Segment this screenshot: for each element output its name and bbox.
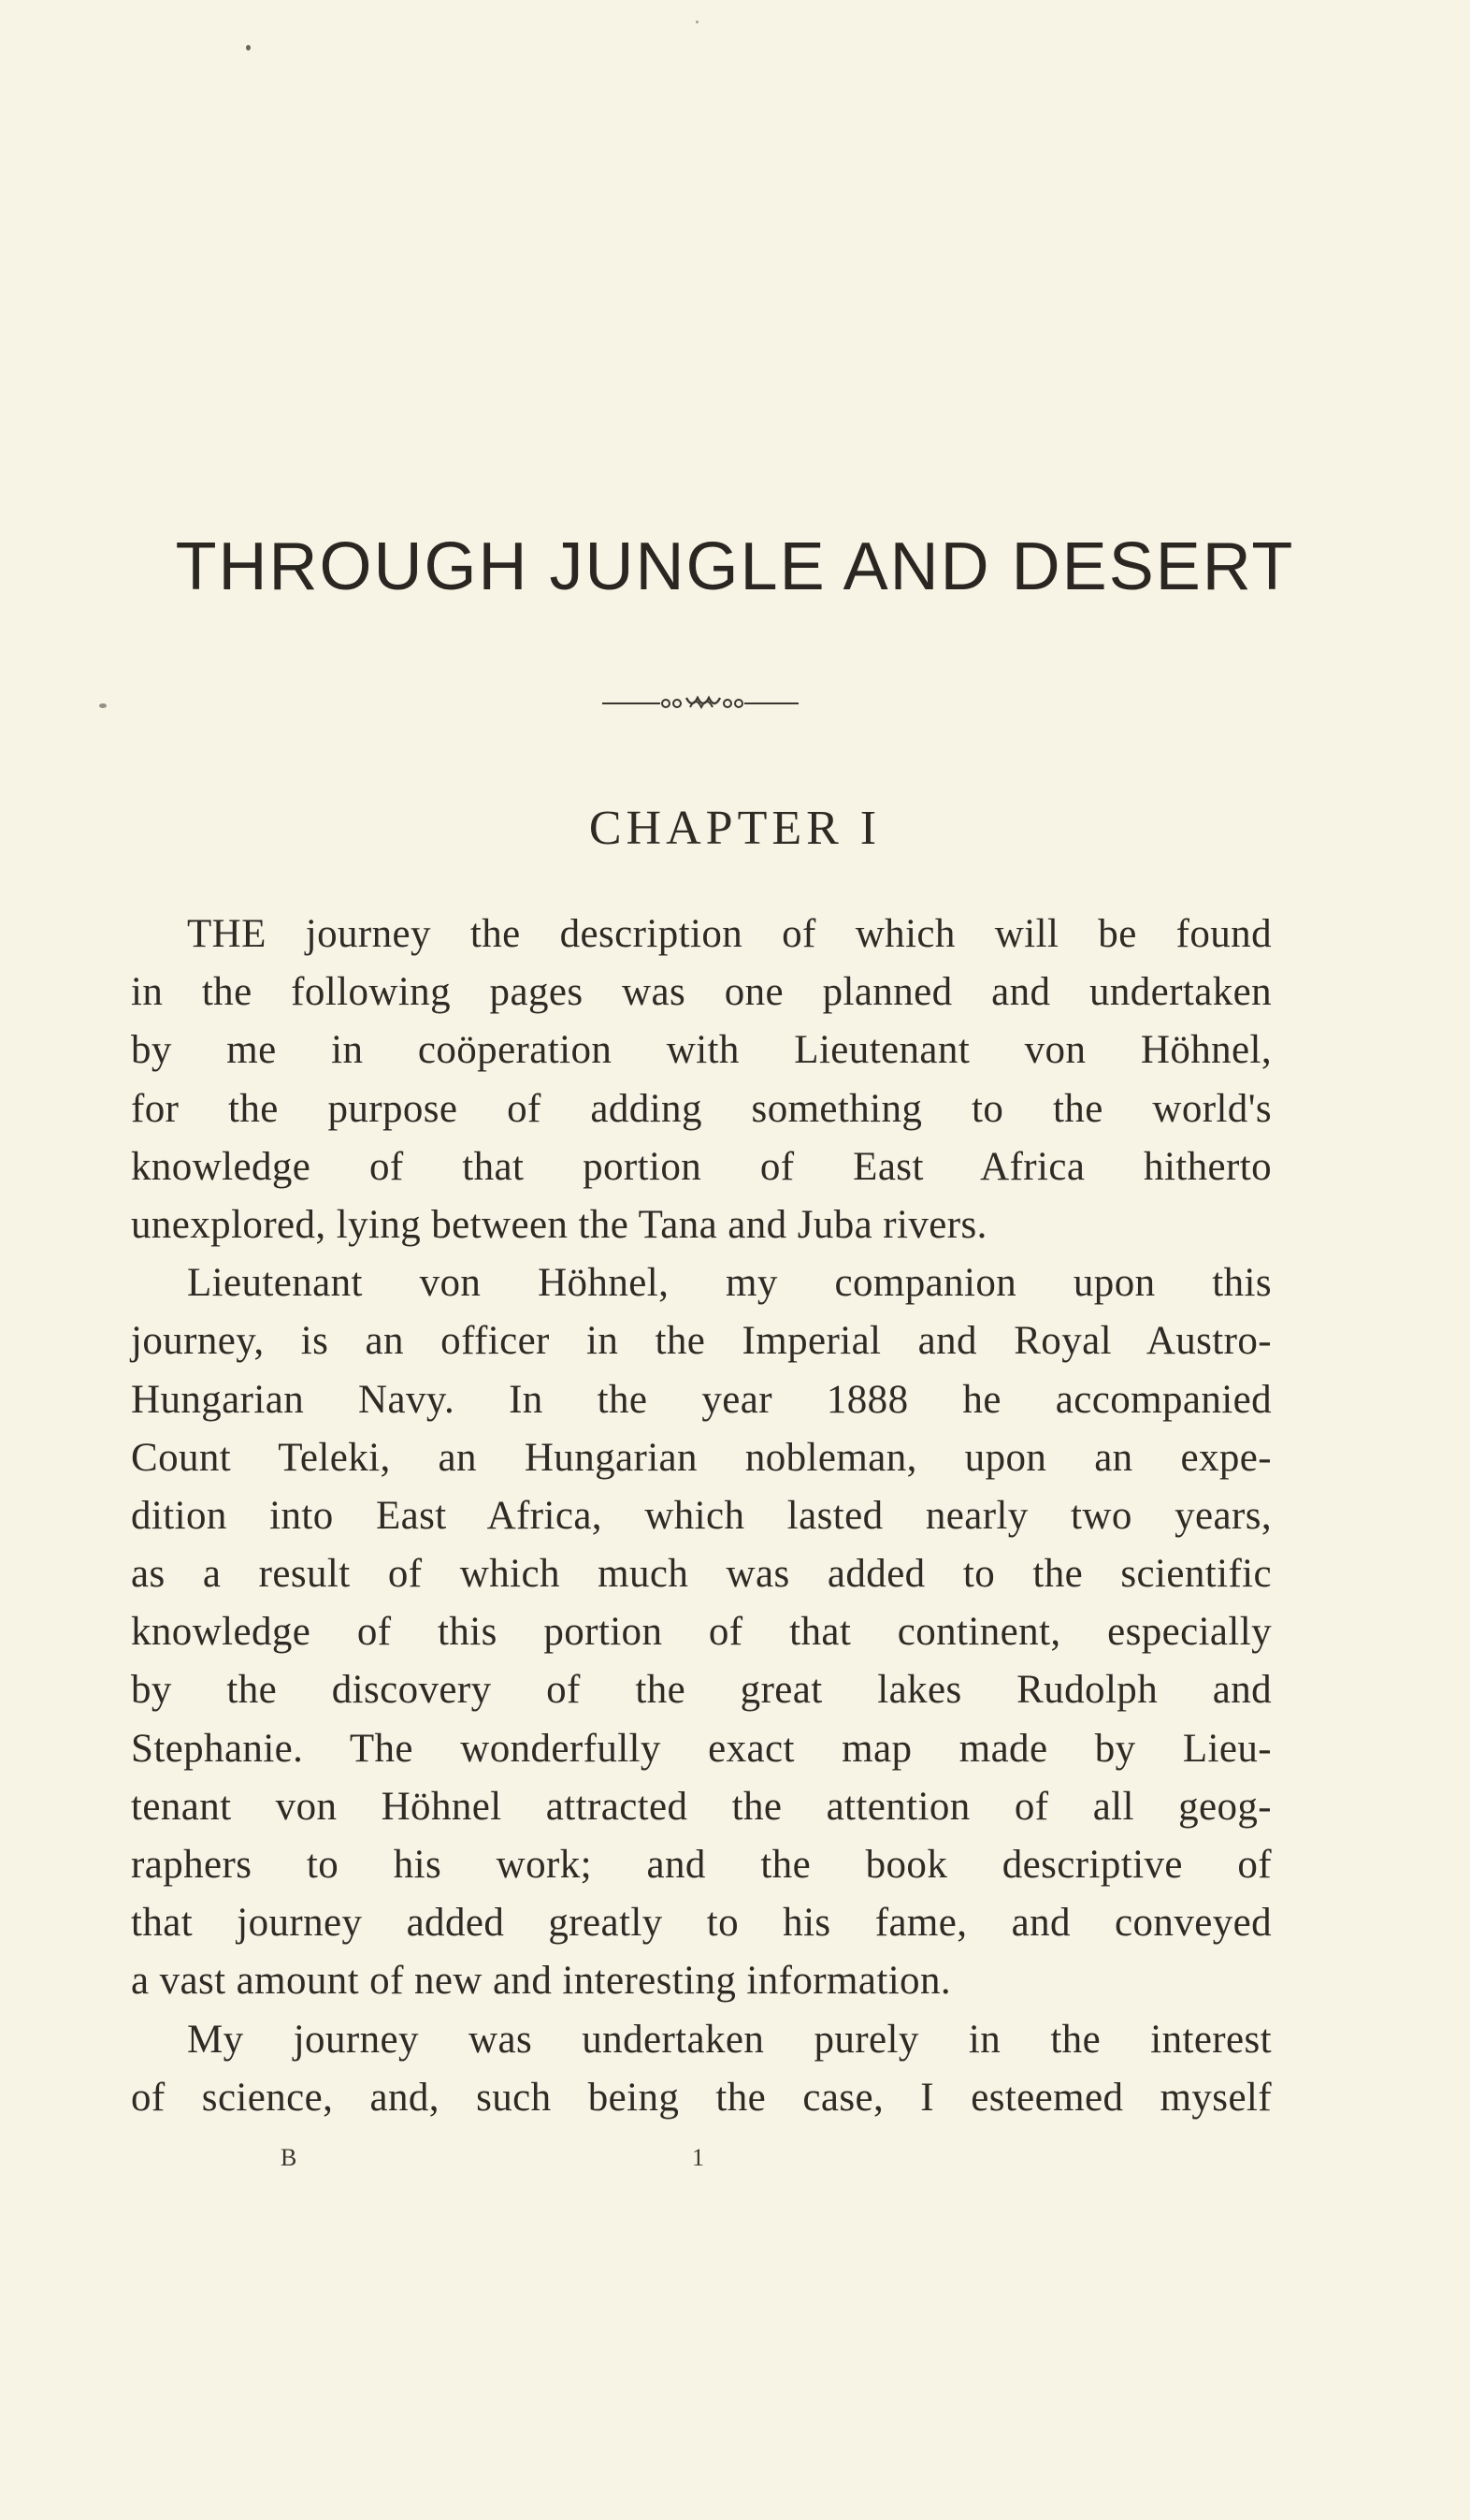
- text-line: in the following pages was one planned and undertaken: [131, 970, 1272, 1015]
- text-line: THE journey the description of which will be found: [187, 912, 1272, 956]
- text-line: Lieutenant von Höhnel, my companion upon this: [187, 1261, 1272, 1306]
- text-line: that journey added greatly to his fame, and conveyed: [131, 1901, 1272, 1946]
- text-line: unexplored, lying between the Tana and Juba rivers.: [131, 1202, 987, 1247]
- text-line: Count Teleki, an Hungarian nobleman, upon an expe-: [131, 1435, 1272, 1480]
- text-line: My journey was undertaken purely in the interest: [187, 2017, 1272, 2062]
- text-line: a vast amount of new and interesting information.: [131, 1959, 951, 2004]
- text-line: tenant von Höhnel attracted the attention of all geog-: [131, 1784, 1272, 1829]
- paper-speck: [246, 45, 251, 51]
- book-title: THROUGH JUNGLE AND DESERT: [175, 529, 1295, 604]
- text-line: Stephanie. The wonderfully exact map made by Lieu-: [131, 1726, 1272, 1771]
- text-line: by the discovery of the great lakes Rudolph and: [131, 1668, 1272, 1713]
- body-text: [131, 905, 1272, 2127]
- text-line: knowledge of that portion of East Africa hitherto: [131, 1144, 1272, 1189]
- text-line: by me in coöperation with Lieutenant von Höhnel,: [131, 1028, 1272, 1073]
- text-line: for the purpose of adding something to the world's: [131, 1086, 1272, 1131]
- text-line: journey, is an officer in the Imperial and Royal Austro-: [131, 1319, 1272, 1364]
- text-line: raphers to his work; and the book descriptive of: [131, 1843, 1272, 1887]
- text-line: dition into East Africa, which lasted nearly two years,: [131, 1493, 1272, 1538]
- text-line: of science, and, such being the case, I esteemed myself: [131, 2075, 1272, 2120]
- paper-speck: [696, 21, 699, 23]
- chapter-heading: CHAPTER I: [588, 802, 882, 855]
- paper-speck: [99, 703, 107, 708]
- text-line: as a result of which much was added to the scientific: [131, 1552, 1272, 1597]
- signature-mark: B: [281, 2144, 297, 2171]
- ornamental-rule-icon: [602, 692, 799, 715]
- page-number: 1: [692, 2144, 704, 2171]
- text-line: Hungarian Navy. In the year 1888 he accompanied: [131, 1377, 1272, 1422]
- text-line: knowledge of this portion of that continent, especially: [131, 1610, 1272, 1655]
